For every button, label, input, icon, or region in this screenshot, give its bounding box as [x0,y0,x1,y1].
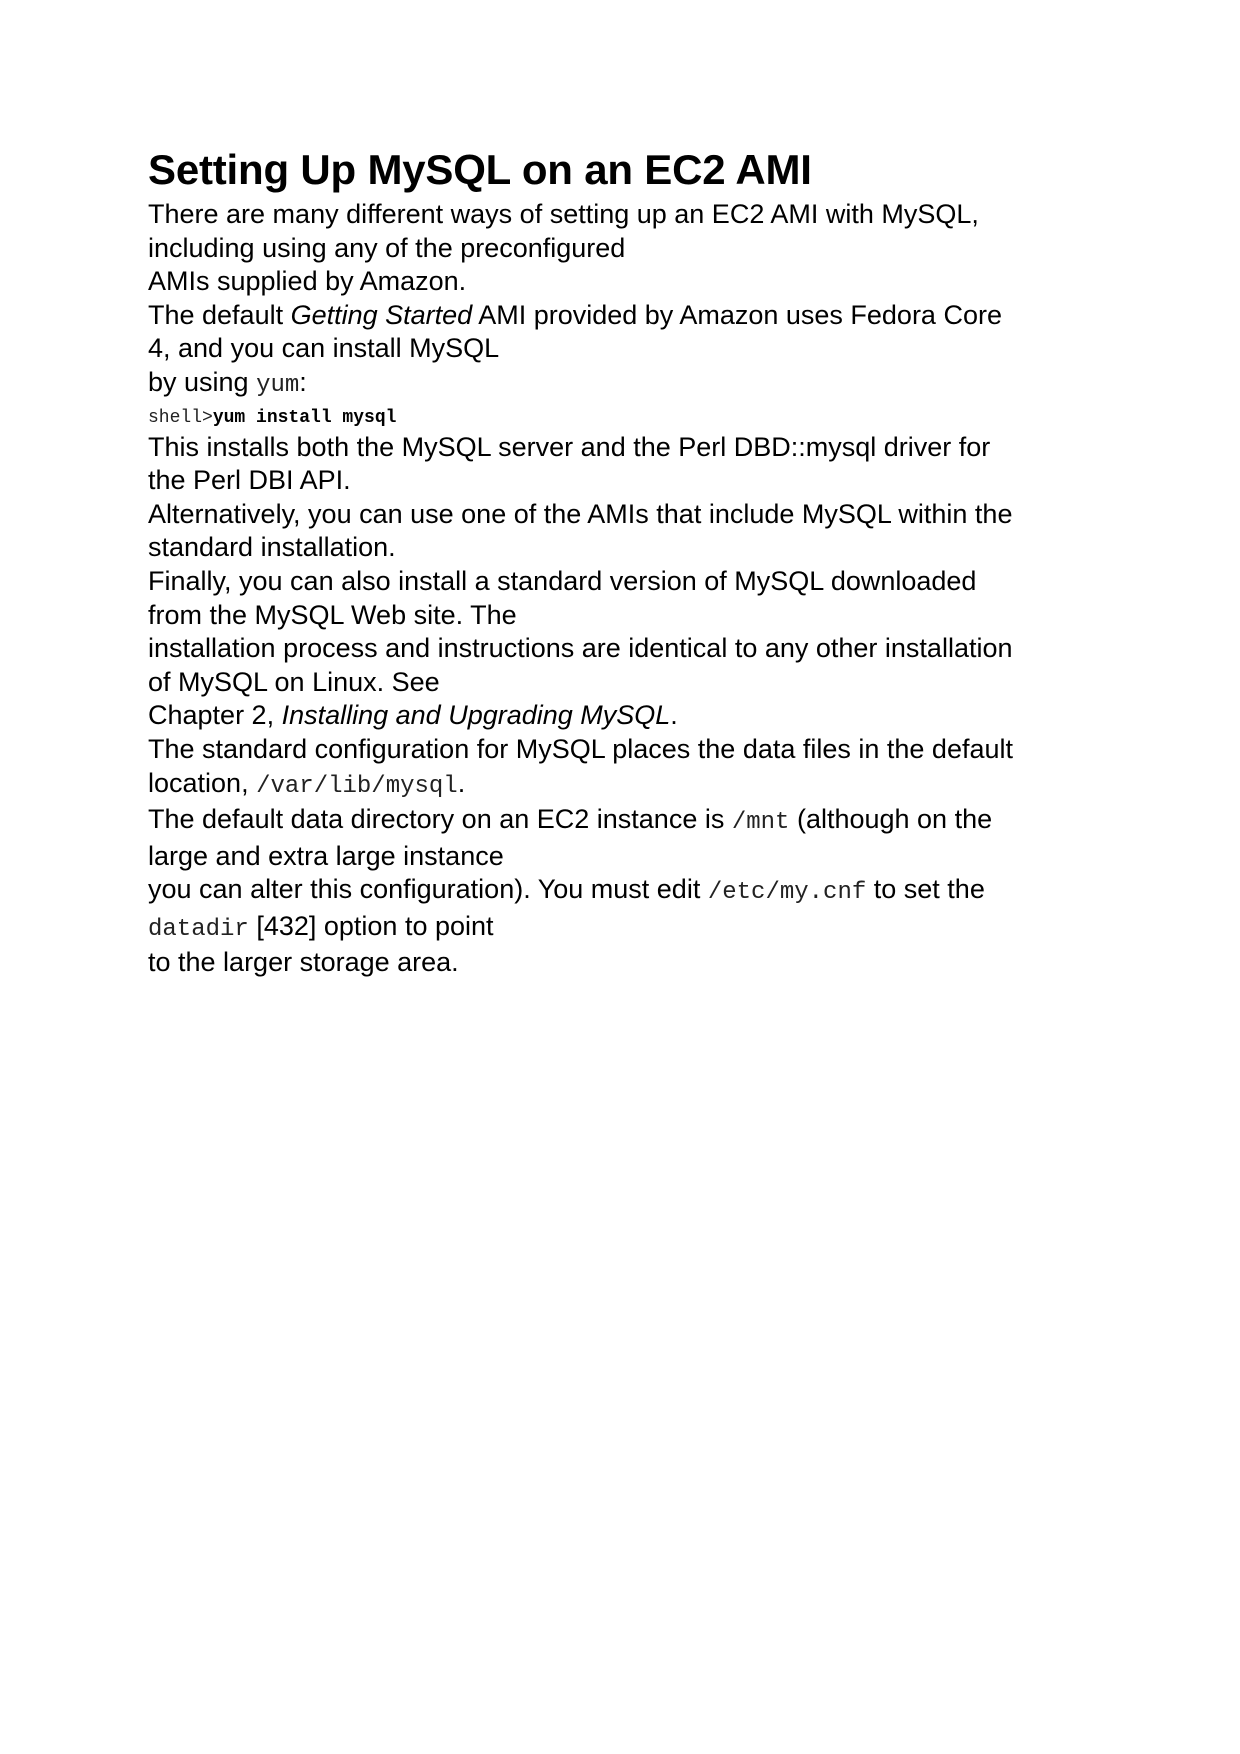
text-segment: location, [148,767,257,798]
text-line [148,699,1140,733]
text-line: standard installation. [148,532,396,563]
text-segment: The default [148,299,291,330]
text-line: the Perl DBI API. [148,465,351,496]
text-segment: (although on the [789,804,993,835]
text-segment: [432] option to point [248,910,494,941]
text-line: AMIs supplied by Amazon. [148,266,467,297]
text-segment: . [670,700,678,731]
text-line [148,910,1140,947]
text-segment: to set the [866,874,985,905]
text-line [148,767,1140,804]
text-segment: by using [148,366,257,397]
inline-code: datadir [148,915,249,943]
text-line: to the larger storage area. [148,947,459,978]
inline-code: yum [256,371,300,399]
text-line: Finally, you can also install a standard version of MySQL downloaded [148,565,977,596]
text-line: from the MySQL Web site. The [148,599,517,630]
inline-code: /etc/my.cnf [707,879,867,907]
text-line [148,366,1140,403]
text-line [148,873,1140,910]
text-line [148,299,1140,333]
text-segment: : [299,366,307,397]
text-line: 4, and you can install MySQL [148,333,500,364]
text-line: installation process and instructions are identical to any other installation [148,633,1013,664]
text-line: There are many different ways of setting up an EC2 AMI with MySQL, [148,199,979,229]
inline-code: /mnt [731,809,790,837]
text-line: large and extra large instance [148,840,504,871]
text-segment: . [457,767,466,798]
text-line: Alternatively, you can use one of the AMIs that include MySQL within the [148,498,1013,529]
text-line: of MySQL on Linux. See [148,666,440,697]
emphasis-text: Getting Started [290,299,473,330]
text-line: including using any of the preconfigured [148,232,626,263]
text-segment: Chapter 2, [148,700,282,731]
text-line [148,803,1140,840]
text-segment: The default data directory on an EC2 instance is [148,804,732,835]
text-segment: AMI provided by Amazon uses Fedora Core [472,299,1002,330]
chapter-reference: Installing and Upgrading MySQL [281,700,671,731]
text-line: The standard configuration for MySQL places the data files in the default [148,733,1014,764]
inline-code: /var/lib/mysql [256,772,458,800]
shell-prompt: shell> [148,407,213,428]
page-title: Setting Up MySQL on an EC2 AMI [148,146,812,193]
text-line: This installs both the MySQL server and the Perl DBD::mysql driver for [148,431,991,462]
shell-command: yum install mysql [212,407,397,428]
text-segment: you can alter this configuration). You must edit [148,874,708,905]
code-example [148,405,1140,431]
